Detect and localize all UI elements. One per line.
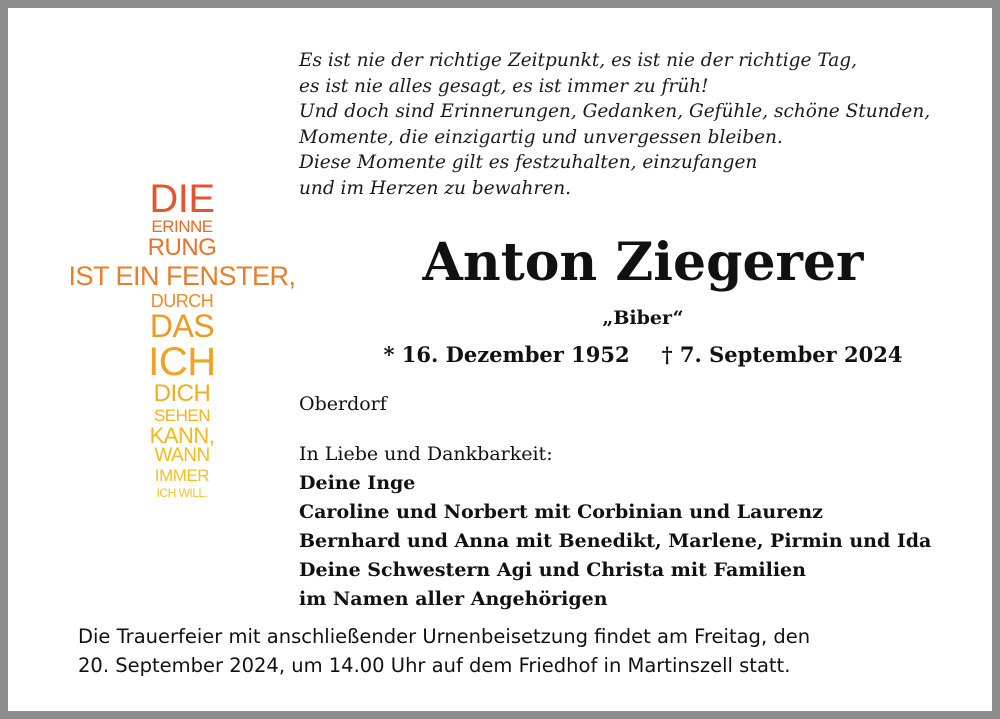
service-line: 20. September 2024, um 14.00 Uhr auf dem Friedhof in Martinszell statt. <box>78 654 791 677</box>
mourner-line: Bernhard und Anna mit Benedikt, Marlene, Pirmin und Ida <box>299 530 932 552</box>
poem-line: Diese Momente gilt es festzuhalten, einzufangen <box>299 152 758 173</box>
poem-line: Momente, die einzigartig und unvergessen bleiben. <box>299 126 783 148</box>
funeral-service-notice <box>78 622 958 680</box>
cross-word: IMMER <box>154 466 210 485</box>
birth-date: * 16. Dezember 1952 <box>383 342 630 367</box>
cross-word: IST EIN FENSTER, <box>68 261 296 291</box>
service-line: Die Trauerfeier mit anschließender Urnenbeisetzung findet am Freitag, den <box>78 625 811 648</box>
cross-word: ICH <box>148 340 216 384</box>
cross-word: RUNG <box>147 234 217 261</box>
cross-word: DAS <box>149 308 215 344</box>
mourner-line: Deine Inge <box>299 472 416 494</box>
mourner-line: Caroline und Norbert mit Corbinian und Laurenz <box>299 501 823 523</box>
cross-word: DIE <box>149 177 215 221</box>
cross-word: KANN, <box>149 423 215 448</box>
cross-word: DICH <box>153 380 211 407</box>
mourners <box>299 440 989 614</box>
mourner-line: Deine Schwestern Agi und Christa mit Familien <box>299 559 806 581</box>
cross-word: SEHEN <box>153 406 211 425</box>
word-cross <box>63 177 301 501</box>
poem-line: Und doch sind Erinnerungen, Gedanken, Gefühle, schöne Stunden, <box>299 101 931 122</box>
poem-line: es ist nie alles gesagt, es ist immer zu früh! <box>299 75 709 97</box>
mourners-intro: In Liebe und Dankbarkeit: <box>299 443 553 465</box>
death-date: † 7. September 2024 <box>661 342 903 367</box>
place: Oberdorf <box>299 393 387 415</box>
poem-line: Es ist nie der richtige Zeitpunkt, es ist nie der richtige Tag, <box>299 50 858 71</box>
deceased-nickname: „Biber“ <box>602 307 684 329</box>
cross-word: WANN <box>154 445 210 466</box>
poem-line: und im Herzen zu bewahren. <box>299 177 572 199</box>
life-dates <box>368 340 918 370</box>
mourner-line: im Namen aller Angehörigen <box>299 588 608 610</box>
poem <box>299 48 979 201</box>
cross-word: ICH WILL. <box>156 486 208 500</box>
deceased-name: Anton Ziegerer <box>422 232 864 293</box>
cross-word: DURCH <box>150 291 214 311</box>
cross-word: ERINNE <box>151 217 213 236</box>
